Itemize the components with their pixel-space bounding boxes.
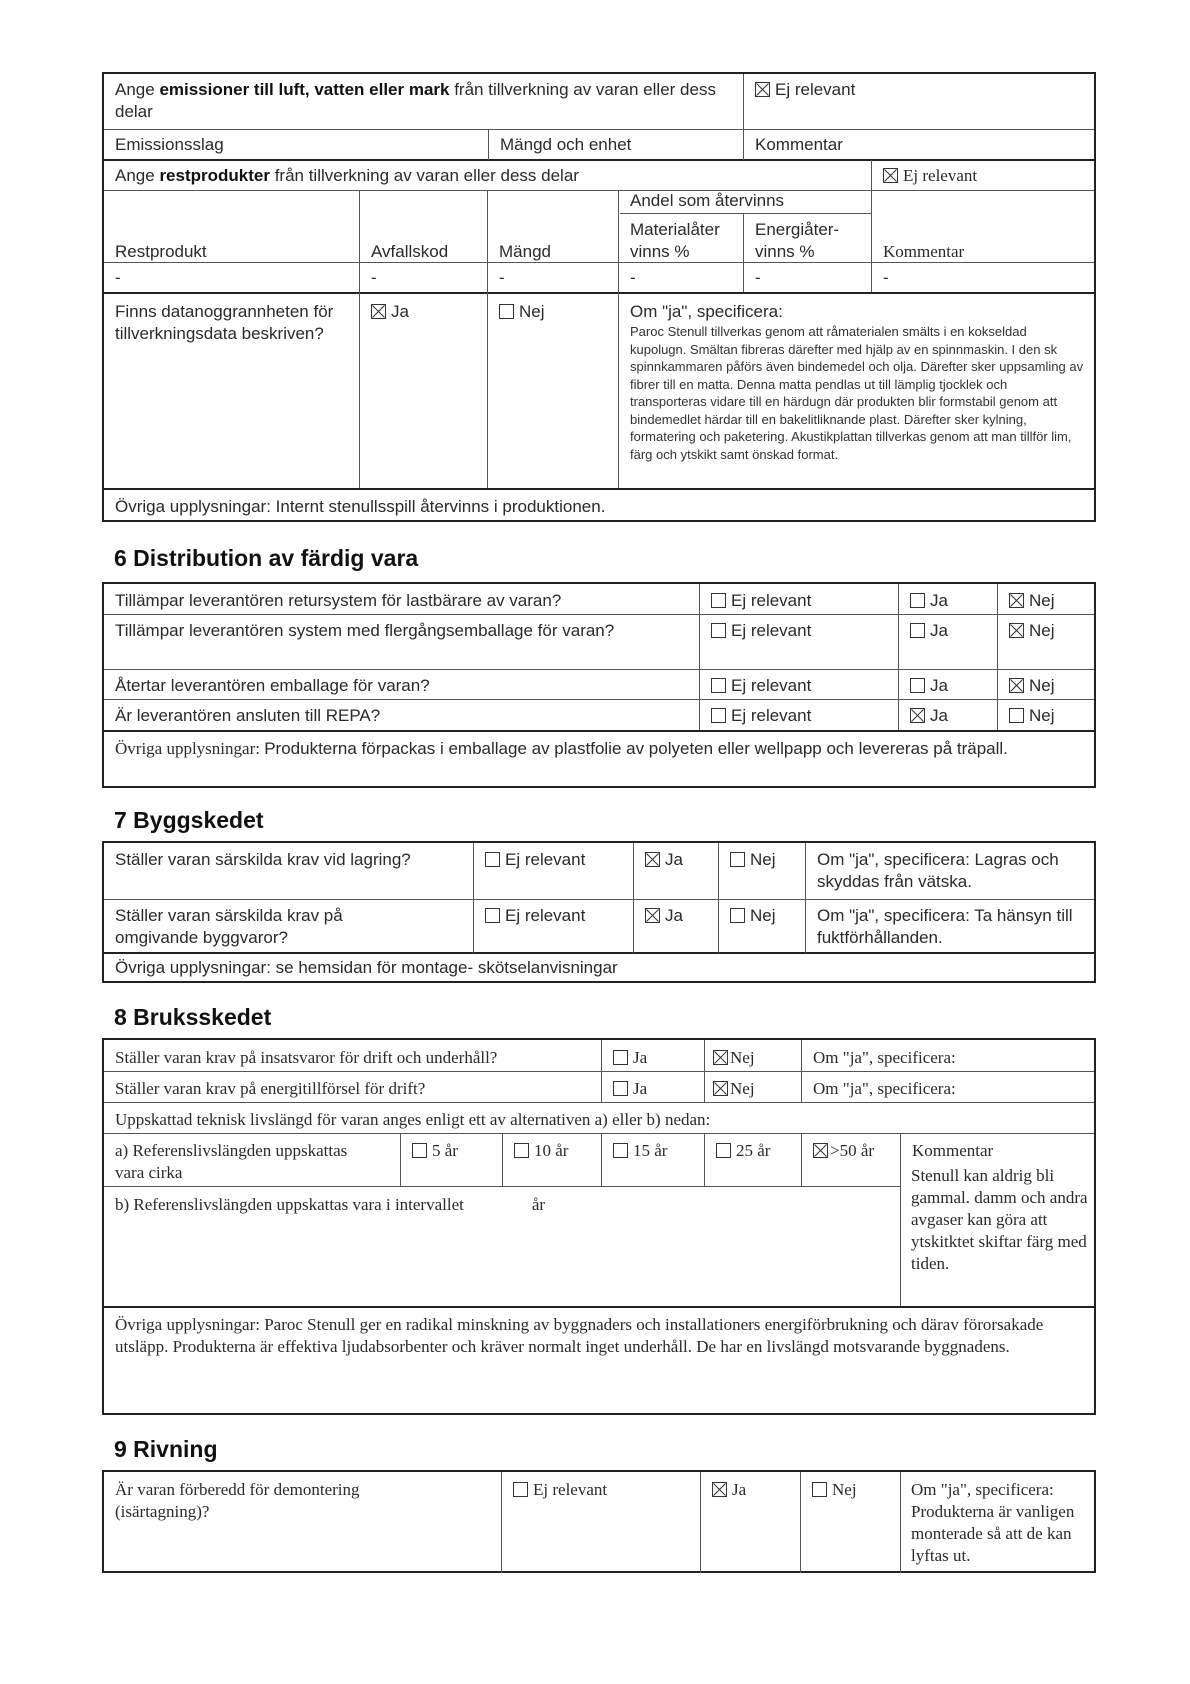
checkbox-unchecked-icon[interactable] <box>514 1143 529 1158</box>
lifetime-option[interactable] <box>602 1137 678 1165</box>
option-ja[interactable] <box>899 672 959 700</box>
col-kommentar: Kommentar <box>883 242 965 261</box>
section6-table <box>102 582 1096 788</box>
checkbox-label: Nej <box>1029 676 1055 695</box>
checkbox-checked-icon[interactable] <box>713 1081 728 1096</box>
checkbox-label: Ej relevant <box>731 621 812 640</box>
row-cell: - <box>115 268 121 287</box>
checkbox-label: Nej <box>1029 621 1055 640</box>
checkbox-label: Ej relevant <box>903 166 978 185</box>
checkbox-unchecked-icon[interactable] <box>711 593 726 608</box>
checkbox-label: Nej <box>832 1480 857 1499</box>
option-ej-relevant[interactable] <box>700 702 822 730</box>
checkbox-label: Ja <box>930 706 948 725</box>
checkbox-label: 5 år <box>432 1141 458 1160</box>
comment-text: Stenull kan aldrig bli gammal. damm och andra avgaser kan göra att ytskitktet skiftar färg med tiden. <box>911 1166 1088 1273</box>
checkbox-unchecked-icon[interactable] <box>730 852 745 867</box>
checkbox-unchecked-icon[interactable] <box>613 1050 628 1065</box>
checkbox-label: Ej relevant <box>731 706 812 725</box>
comment-label: Kommentar <box>912 1141 994 1160</box>
accuracy-nej[interactable] <box>488 298 556 326</box>
checkbox-unchecked-icon[interactable] <box>485 852 500 867</box>
checkbox-unchecked-icon[interactable] <box>513 1482 528 1497</box>
checkbox-checked-icon[interactable] <box>1009 593 1024 608</box>
checkbox-label: Ej relevant <box>533 1480 608 1499</box>
specify-text: Paroc Stenull tillverkas genom att råmaterialen smälts i en kokseldad kupolugn. Smältan fibreras därefter med hjälp av en spinnmaskin. I den sk spinnkammaren påförs även bindemedel och olja. Därefter sker uppsamling av fibrer till en matta. Denna matta pendlas ut till lämplig tjocklek och transporteras vidare till en härdugn där produkten blir formstabil genom att bindemedlet härdar till en bakelitliknande plast. Därefter sker kylning, formatering och paketering. Akustikplattan tillverkas genom att man tillför lim, färg och ytskikt samt önskad format. <box>630 324 1084 462</box>
distribution-question: Tillämpar leverantören retursystem för lastbärare av varan? <box>115 591 562 610</box>
checkbox-unchecked-icon[interactable] <box>711 708 726 723</box>
other-text: Paroc Stenull ger en radikal minskning av byggnaders och installationers energiförbrukning och därav förorsakade utsläpp. Produkterna är effektiva ljudabsorbenter och kräver normalt inget underhåll. De har en livslängd motsvarande byggnadens. <box>115 1315 1044 1356</box>
option-ja[interactable] <box>899 587 959 615</box>
col-mangd-och-enhet: Mängd och enhet <box>500 135 632 154</box>
checkbox-label: Ja <box>732 1480 747 1499</box>
checkbox-unchecked-icon[interactable] <box>910 678 925 693</box>
checkbox-unchecked-icon[interactable] <box>730 908 745 923</box>
emissions-prompt <box>104 76 744 126</box>
demolition-specify: Om "ja", specificera: Produkterna är vanligen monterade så att de kan lyftas ut. <box>911 1480 1075 1565</box>
checkbox-label: Ja <box>930 621 948 640</box>
option-b-unit: år <box>531 1195 546 1214</box>
option-ja[interactable] <box>899 617 959 645</box>
checkbox-label: Nej <box>1029 591 1055 610</box>
checkbox-unchecked-icon[interactable] <box>499 304 514 319</box>
option-a-label: a) Referenslivslängden uppskattas vara cirka <box>115 1141 348 1182</box>
restprodukter-ej-relevant[interactable] <box>872 162 1092 190</box>
checkbox-unchecked-icon[interactable] <box>1009 708 1024 723</box>
option-ej-relevant[interactable] <box>700 617 822 645</box>
checkbox-label: Nej <box>1029 706 1055 725</box>
col-emissionsslag: Emissionsslag <box>115 135 224 154</box>
specify-label: Om "ja", specificera: <box>630 302 783 321</box>
checkbox-checked-icon[interactable] <box>813 1143 828 1158</box>
option-ja[interactable] <box>602 1044 658 1072</box>
row-cell: - <box>630 268 636 287</box>
checkbox-label: Ej relevant <box>731 591 812 610</box>
usage-specify: Om "ja", specificera: <box>813 1048 956 1067</box>
checkbox-unchecked-icon[interactable] <box>711 623 726 638</box>
demolition-question: Är varan förberedd för demontering (isärtagning)? <box>115 1480 360 1521</box>
option-ej-relevant[interactable] <box>474 846 596 874</box>
option-ja[interactable] <box>634 902 694 930</box>
row-cell: - <box>371 268 377 287</box>
section8-other-info <box>104 1311 1089 1361</box>
col-materialatervinns: Materialåter vinns % <box>630 220 720 261</box>
lifetime-option[interactable] <box>802 1137 892 1165</box>
usage-specify: Om "ja", specificera: <box>813 1079 956 1098</box>
checkbox-label: Ja <box>633 1048 648 1067</box>
checkbox-checked-icon[interactable] <box>712 1482 727 1497</box>
col-energiatervinns: Energiåter- vinns % <box>755 220 840 261</box>
checkbox-label: Ej relevant <box>731 676 812 695</box>
section7-table <box>102 841 1096 983</box>
checkbox-unchecked-icon[interactable] <box>910 623 925 638</box>
checkbox-unchecked-icon[interactable] <box>910 593 925 608</box>
checkbox-unchecked-icon[interactable] <box>485 908 500 923</box>
accuracy-ja[interactable] <box>360 298 420 326</box>
option-ja[interactable] <box>701 1476 757 1504</box>
option-nej[interactable] <box>719 846 787 874</box>
checkbox-checked-icon[interactable] <box>371 304 386 319</box>
lifetime-option[interactable] <box>705 1137 781 1165</box>
option-nej[interactable] <box>998 617 1066 645</box>
section7-other-info: Övriga upplysningar: se hemsidan för montage- skötselanvisningar <box>115 958 618 977</box>
construction-specify: Om "ja", specificera: Ta hänsyn till fuktförhållanden. <box>817 906 1073 947</box>
checkbox-label: Nej <box>730 1048 755 1067</box>
prompt-text: från tillverkning av varan eller dess delar <box>115 80 716 121</box>
col-restprodukt: Restprodukt <box>115 242 207 261</box>
checkbox-label: 15 år <box>633 1141 668 1160</box>
option-nej[interactable] <box>998 702 1066 730</box>
section9-title: 9 Rivning <box>114 1436 218 1462</box>
option-nej[interactable] <box>801 1476 868 1504</box>
section6-title: 6 Distribution av färdig vara <box>114 545 419 571</box>
checkbox-unchecked-icon[interactable] <box>613 1143 628 1158</box>
checkbox-label: 25 år <box>736 1141 771 1160</box>
row-cell: - <box>755 268 761 287</box>
prompt-text: från tillverkning av varan eller dess delar <box>269 166 579 185</box>
checkbox-unchecked-icon[interactable] <box>412 1143 427 1158</box>
option-b-text: b) Referenslivslängden uppskattas vara i intervallet <box>115 1195 464 1214</box>
section5-other-info: Övriga upplysningar: Internt stenullsspill återvinns i produktionen. <box>115 497 606 516</box>
other-label: Övriga upplysningar: <box>115 739 265 758</box>
section8-table <box>102 1038 1096 1415</box>
emissions-ej-relevant[interactable] <box>744 76 1044 104</box>
checkbox-label: Ej relevant <box>775 80 856 99</box>
col-avfallskod: Avfallskod <box>371 242 449 261</box>
section5-table <box>102 72 1096 522</box>
checkbox-checked-icon[interactable] <box>755 82 770 97</box>
col-kommentar: Kommentar <box>755 135 843 154</box>
construction-question: Ställer varan särskilda krav vid lagring? <box>115 850 411 869</box>
construction-specify: Om "ja", specificera: Lagras och skyddas från vätska. <box>817 850 1059 891</box>
checkbox-label: Ja <box>665 906 683 925</box>
group-header-andel: Andel som återvinns <box>630 191 785 210</box>
checkbox-unchecked-icon[interactable] <box>812 1482 827 1497</box>
checkbox-label: Ej relevant <box>505 850 586 869</box>
option-nej[interactable] <box>705 1044 766 1072</box>
checkbox-label: Ja <box>633 1079 648 1098</box>
option-nej[interactable] <box>998 672 1066 700</box>
lifetime-option[interactable] <box>401 1137 469 1165</box>
checkbox-label: Nej <box>750 850 776 869</box>
other-text: Produkterna förpackas i emballage av plastfolie av polyeten eller wellpapp och levereras på träpall. <box>264 739 1008 758</box>
checkbox-checked-icon[interactable] <box>910 708 925 723</box>
checkbox-label: >50 år <box>830 1141 875 1160</box>
checkbox-label: Ja <box>930 591 948 610</box>
section8-title: 8 Bruksskedet <box>114 1004 272 1030</box>
distribution-question: Tillämpar leverantören system med flergångsemballage för varan? <box>115 621 615 640</box>
checkbox-label: Ja <box>930 676 948 695</box>
prompt-text: Ange <box>115 80 160 99</box>
row-cell: - <box>883 268 889 287</box>
accuracy-question: Finns datanoggrannheten för tillverkningsdata beskriven? <box>115 302 334 343</box>
checkbox-checked-icon[interactable] <box>645 852 660 867</box>
option-ej-relevant[interactable] <box>502 1476 618 1504</box>
section9-table <box>102 1470 1096 1573</box>
lifetime-intro: Uppskattad teknisk livslängd för varan anges enligt ett av alternativen a) eller b) nedan: <box>115 1110 711 1129</box>
col-mangd: Mängd <box>499 242 551 261</box>
prompt-bold: emissioner till luft, vatten eller mark <box>159 80 450 99</box>
option-ej-relevant[interactable] <box>474 902 596 930</box>
checkbox-unchecked-icon[interactable] <box>613 1081 628 1096</box>
checkbox-label: Ja <box>665 850 683 869</box>
prompt-text: Ange <box>115 166 160 185</box>
checkbox-checked-icon[interactable] <box>1009 678 1024 693</box>
distribution-question: Återtar leverantören emballage för varan? <box>115 676 430 695</box>
checkbox-unchecked-icon[interactable] <box>711 678 726 693</box>
accuracy-specify <box>619 298 1091 466</box>
option-ej-relevant[interactable] <box>700 587 822 615</box>
other-label: Övriga upplysningar: <box>115 1315 265 1334</box>
usage-question: Ställer varan krav på insatsvaror för drift och underhåll? <box>115 1048 498 1067</box>
option-ej-relevant[interactable] <box>700 672 822 700</box>
checkbox-checked-icon[interactable] <box>713 1050 728 1065</box>
restprodukter-prompt <box>104 162 864 190</box>
section6-other-info <box>104 735 1089 763</box>
checkbox-label: Nej <box>519 302 545 321</box>
option-nej[interactable] <box>719 902 787 930</box>
option-b-label <box>104 1191 894 1219</box>
checkbox-checked-icon[interactable] <box>883 168 898 183</box>
option-ja[interactable] <box>634 846 694 874</box>
section7-title: 7 Byggskedet <box>114 807 264 833</box>
checkbox-label: Nej <box>730 1079 755 1098</box>
lifetime-option[interactable] <box>503 1137 579 1165</box>
checkbox-unchecked-icon[interactable] <box>716 1143 731 1158</box>
option-nej[interactable] <box>705 1075 766 1103</box>
option-ja[interactable] <box>899 702 959 730</box>
checkbox-label: 10 år <box>534 1141 569 1160</box>
prompt-bold: restprodukter <box>159 166 270 185</box>
checkbox-checked-icon[interactable] <box>645 908 660 923</box>
checkbox-label: Ja <box>391 302 409 321</box>
checkbox-checked-icon[interactable] <box>1009 623 1024 638</box>
option-nej[interactable] <box>998 587 1066 615</box>
row-cell: - <box>499 268 505 287</box>
distribution-question: Är leverantören ansluten till REPA? <box>115 706 381 725</box>
checkbox-label: Nej <box>750 906 776 925</box>
usage-question: Ställer varan krav på energitillförsel för drift? <box>115 1079 426 1098</box>
checkbox-label: Ej relevant <box>505 906 586 925</box>
option-ja[interactable] <box>602 1075 658 1103</box>
construction-question: Ställer varan särskilda krav på omgivande byggvaror? <box>115 906 343 947</box>
